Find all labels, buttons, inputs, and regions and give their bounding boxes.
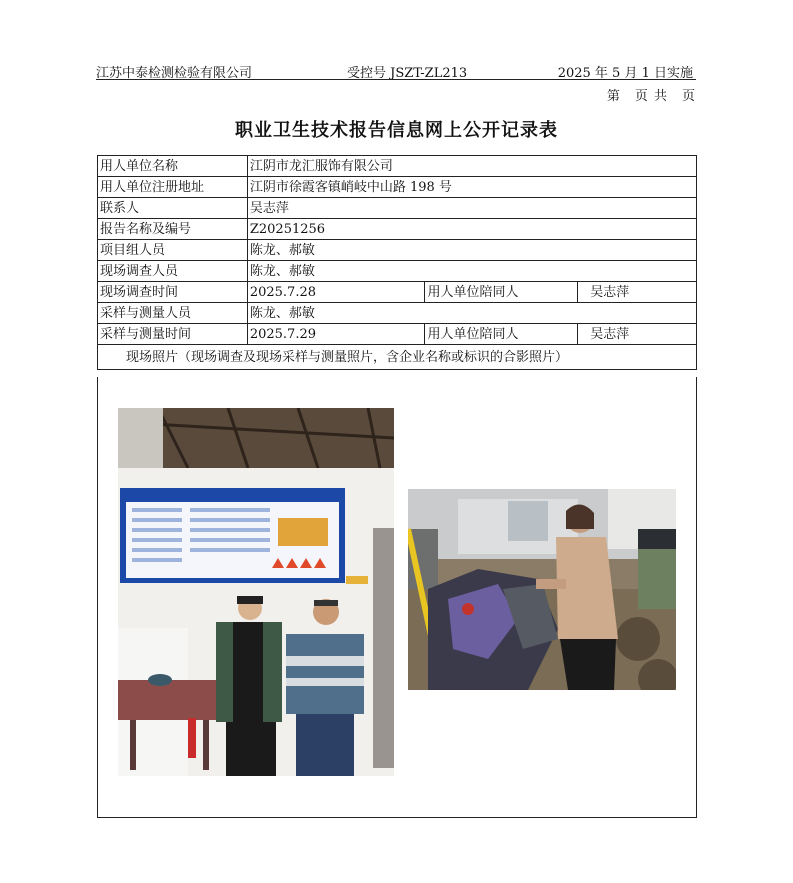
table-row (98, 282, 697, 303)
cell-label: 用人单位名称 (98, 156, 248, 177)
cell-label: 联系人 (98, 198, 248, 219)
cell-label: 采样与测量人员 (98, 303, 248, 324)
cell-value: 陈龙、郝敏 (247, 303, 696, 324)
photos-header: 现场照片（现场调查及现场采样与测量照片，含企业名称或标识的合影照片） (98, 345, 697, 370)
company-name: 江苏中泰检测检验有限公司 (96, 66, 253, 81)
cell-label: 采样与测量时间 (98, 324, 248, 345)
cell-label: 用人单位注册地址 (98, 177, 248, 198)
effective-date: 2025 年 5 月 1 日实施 (557, 66, 693, 81)
cell-label: 用人单位陪同人 (425, 324, 578, 345)
page-number: 第 页 共 页 (606, 89, 696, 104)
table-row (98, 156, 697, 177)
photo-survey-group (118, 408, 394, 776)
table-row (98, 324, 697, 345)
cell-value: 陈龙、郝敏 (247, 240, 696, 261)
header-rule (96, 79, 696, 80)
table-row (98, 219, 697, 240)
cell-value: 吴志萍 (578, 324, 697, 345)
table-row (98, 240, 697, 261)
cell-value: 吴志萍 (247, 198, 696, 219)
table-row (98, 198, 697, 219)
cell-value: 江阴市徐霞客镇峭岐中山路 198 号 (247, 177, 696, 198)
cell-value: 陈龙、郝敏 (247, 261, 696, 282)
cell-label: 现场调查人员 (98, 261, 248, 282)
photo-sampling-worker (408, 489, 676, 690)
page-title: 职业卫生技术报告信息网上公开记录表 (235, 120, 558, 141)
cell-value: 2025.7.28 (247, 282, 425, 303)
cell-label: 项目组人员 (98, 240, 248, 261)
cell-label: 报告名称及编号 (98, 219, 248, 240)
table-row (98, 177, 697, 198)
table-row (98, 303, 697, 324)
control-number: 受控号 JSZT-ZL213 (347, 66, 468, 81)
table-row (98, 261, 697, 282)
cell-value: 江阴市龙汇服饰有限公司 (247, 156, 696, 177)
cell-label: 用人单位陪同人 (425, 282, 578, 303)
cell-value: Z20251256 (247, 219, 696, 240)
cell-label: 现场调查时间 (98, 282, 248, 303)
cell-value: 吴志萍 (578, 282, 697, 303)
table-row (98, 345, 697, 370)
record-table (97, 155, 697, 370)
cell-value: 2025.7.29 (247, 324, 425, 345)
